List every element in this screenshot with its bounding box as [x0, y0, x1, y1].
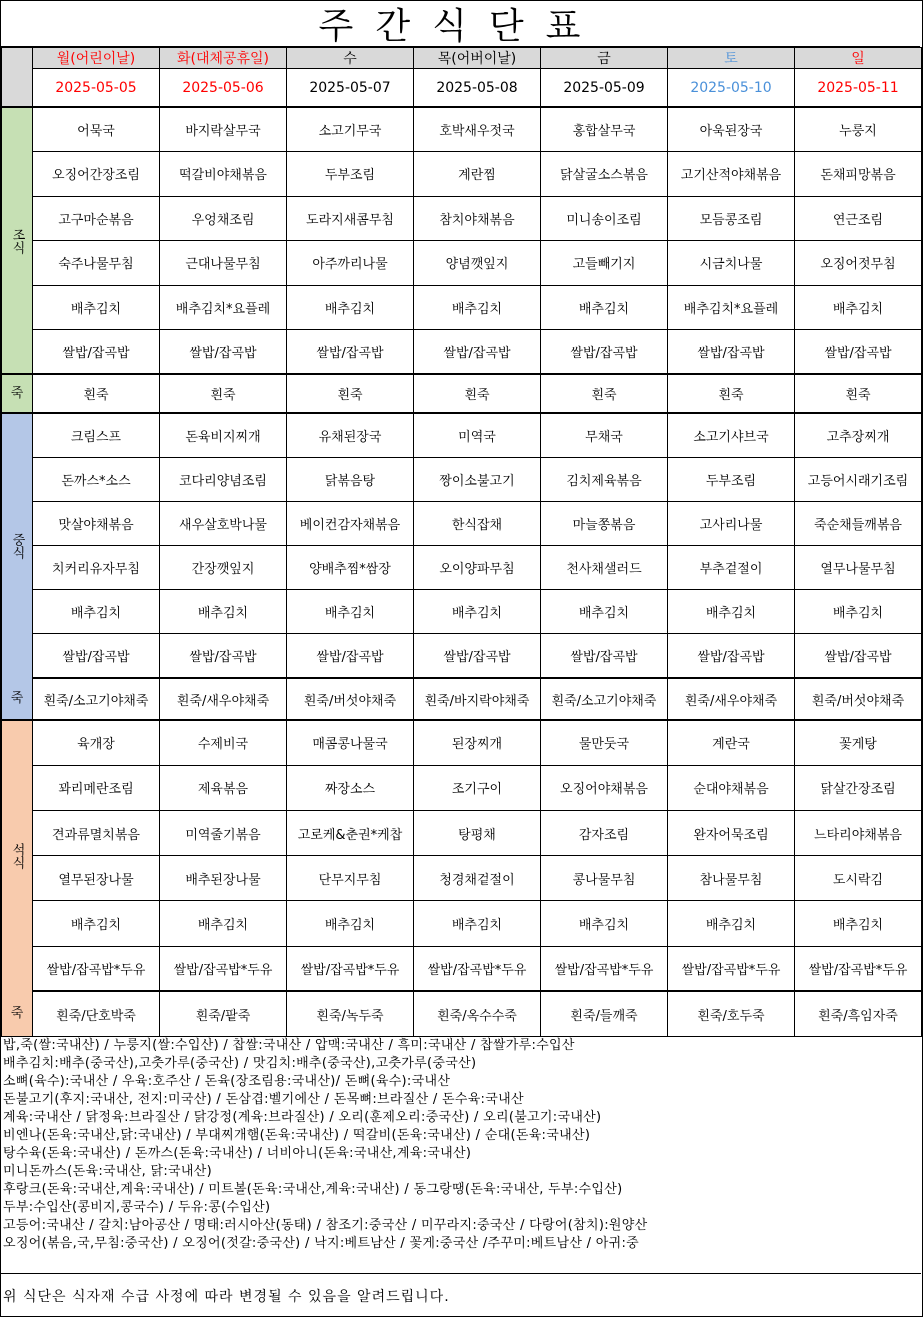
- menu-item: 배추김치: [795, 285, 922, 330]
- menu-item: 고구마순볶음: [33, 196, 160, 241]
- porridge-item: 흰죽/버섯야채죽: [795, 678, 922, 720]
- menu-item: 어묵국: [33, 107, 160, 152]
- menu-item: 탕평채: [414, 811, 541, 856]
- lunch-label: 중식: [2, 413, 33, 678]
- menu-row: [2, 634, 922, 678]
- menu-item: 쌀밥/잡곡밥: [414, 634, 541, 678]
- menu-item: 물만둣국: [541, 720, 668, 765]
- menu-item: 청경채겉절이: [414, 856, 541, 901]
- porridge-item: 흰죽/옥수수죽: [414, 991, 541, 1036]
- menu-item: 고들빼기지: [541, 241, 668, 286]
- menu-item: 미니송이조림: [541, 196, 668, 241]
- menu-row: [2, 152, 922, 197]
- menu-item: 오징어야채볶음: [541, 765, 668, 810]
- menu-item: 배추김치: [160, 590, 287, 634]
- menu-item: 천사채샐러드: [541, 546, 668, 590]
- menu-item: 미역줄기볶음: [160, 811, 287, 856]
- day-name: 토: [668, 48, 795, 69]
- dinner-porridge-label: 죽: [2, 991, 33, 1036]
- menu-item: 배추김치: [795, 590, 922, 634]
- menu-item: 한식잡채: [414, 501, 541, 545]
- menu-item: 계란찜: [414, 152, 541, 197]
- menu-row: [2, 413, 922, 457]
- menu-item: 단무지무침: [287, 856, 414, 901]
- menu-item: 미역국: [414, 413, 541, 457]
- menu-item: 유채된장국: [287, 413, 414, 457]
- menu-item: 수제비국: [160, 720, 287, 765]
- menu-row: [2, 107, 922, 152]
- menu-item: 쌀밥/잡곡밥*두유: [795, 946, 922, 991]
- day-name: 일: [795, 48, 922, 69]
- origin-notes: [3, 1037, 919, 1253]
- menu-item: 배추김치: [287, 285, 414, 330]
- porridge-item: 흰죽/버섯야채죽: [287, 678, 414, 720]
- porridge-item: 흰죽/새우야채죽: [668, 678, 795, 720]
- day-date: 2025-05-07: [287, 69, 414, 108]
- menu-item: 고사리나물: [668, 501, 795, 545]
- menu-item: 배추김치: [33, 285, 160, 330]
- menu-item: 꽈리메란조림: [33, 765, 160, 810]
- menu-item: 짜장소스: [287, 765, 414, 810]
- menu-item: 바지락살무국: [160, 107, 287, 152]
- porridge-item: 흰죽: [287, 374, 414, 413]
- porridge-item: 흰죽/단호박죽: [33, 991, 160, 1036]
- porridge-item: 흰죽: [33, 374, 160, 413]
- menu-item: 아주까리나물: [287, 241, 414, 286]
- menu-item: 닭살간장조림: [795, 765, 922, 810]
- menu-item: 누룽지: [795, 107, 922, 152]
- menu-item: 새우살호박나물: [160, 501, 287, 545]
- porridge-item: 흰죽: [414, 374, 541, 413]
- menu-item: 숙주나물무침: [33, 241, 160, 286]
- menu-row: [2, 811, 922, 856]
- menu-item: 쌀밥/잡곡밥: [795, 330, 922, 375]
- menu-item: 모듬콩조림: [668, 196, 795, 241]
- menu-item: 배추김치: [160, 901, 287, 946]
- menu-item: 느타리야채볶음: [795, 811, 922, 856]
- menu-row: [2, 501, 922, 545]
- menu-item: 코다리양념조림: [160, 457, 287, 501]
- porridge-item: 흰죽/호두죽: [668, 991, 795, 1036]
- menu-item: 김치제육볶음: [541, 457, 668, 501]
- menu-item: 홍합살무국: [541, 107, 668, 152]
- menu-item: 쌀밥/잡곡밥: [33, 634, 160, 678]
- menu-item: 배추김치: [414, 590, 541, 634]
- menu-item: 참치야채볶음: [414, 196, 541, 241]
- menu-item: 닭볶음탕: [287, 457, 414, 501]
- menu-item: 맛살야채볶음: [33, 501, 160, 545]
- menu-item: 양배추찜*쌈장: [287, 546, 414, 590]
- menu-item: 닭살굴소스볶음: [541, 152, 668, 197]
- menu-item: 소고기무국: [287, 107, 414, 152]
- menu-item: 쌀밥/잡곡밥: [668, 330, 795, 375]
- porridge-item: 흰죽: [541, 374, 668, 413]
- menu-item: 고추장찌개: [795, 413, 922, 457]
- menu-item: 배추김치: [795, 901, 922, 946]
- porridge-item: 흰죽/새우야채죽: [160, 678, 287, 720]
- porridge-item: 흰죽: [668, 374, 795, 413]
- menu-item: 쌀밥/잡곡밥*두유: [541, 946, 668, 991]
- menu-item: 도라지새콤무침: [287, 196, 414, 241]
- porridge-item: 흰죽/녹두죽: [287, 991, 414, 1036]
- menu-item: 쌀밥/잡곡밥*두유: [668, 946, 795, 991]
- menu-item: 쌀밥/잡곡밥: [541, 330, 668, 375]
- menu-item: 육개장: [33, 720, 160, 765]
- menu-item: 죽순채들깨볶음: [795, 501, 922, 545]
- breakfast-label: 조식: [2, 107, 33, 374]
- porridge-item: 흰죽/소고기야채죽: [33, 678, 160, 720]
- porridge-row: [2, 678, 922, 720]
- origin-note-line: 밥,죽(쌀:국내산) / 누룽지(쌀:수입산) / 찹쌀:국내산 / 압맥:국내산 / 흑미:국내산 / 찹쌀가루:수입산: [3, 1038, 575, 1053]
- menu-item: 감자조림: [541, 811, 668, 856]
- origin-note-line: 비엔나(돈육:국내산,닭:국내산) / 부대찌개햄(돈육:국내산) / 떡갈비(돈육:국내산) / 순대(돈육:국내산): [3, 1128, 591, 1143]
- menu-row: [2, 196, 922, 241]
- menu-item: 쌀밥/잡곡밥: [287, 330, 414, 375]
- menu-item: 근대나물무침: [160, 241, 287, 286]
- menu-item: 배추김치: [541, 285, 668, 330]
- menu-item: 우엉채조림: [160, 196, 287, 241]
- menu-item: 오징어간장조림: [33, 152, 160, 197]
- menu-row: [2, 946, 922, 991]
- day-date: 2025-05-05: [33, 69, 160, 108]
- menu-item: 호박새우젓국: [414, 107, 541, 152]
- origin-note-line: 후랑크(돈육:국내산,계육:국내산) / 미트볼(돈육:국내산,계육:국내산) / 동그랑땡(돈육:국내산, 두부:수입산): [3, 1182, 623, 1197]
- menu-row: [2, 546, 922, 590]
- menu-item: 완자어묵조림: [668, 811, 795, 856]
- menu-item: 배추김치*요플레: [668, 285, 795, 330]
- menu-item: 소고기샤브국: [668, 413, 795, 457]
- menu-item: 고기산적야채볶음: [668, 152, 795, 197]
- origin-note-line: 배추김치:배추(중국산),고춧가루(중국산) / 맛김치:배추(중국산),고춧가루(중국산): [3, 1056, 477, 1071]
- porridge-row: [2, 374, 922, 413]
- menu-item: 쌀밥/잡곡밥*두유: [160, 946, 287, 991]
- menu-item: 조기구이: [414, 765, 541, 810]
- menu-item: 배추김치: [414, 901, 541, 946]
- menu-row: [2, 856, 922, 901]
- menu-row: [2, 720, 922, 765]
- menu-item: 배추김치: [414, 285, 541, 330]
- menu-item: 두부조림: [287, 152, 414, 197]
- menu-item: 배추김치: [541, 590, 668, 634]
- day-name: 수: [287, 48, 414, 69]
- day-date: 2025-05-09: [541, 69, 668, 108]
- menu-item: 오징어젓무침: [795, 241, 922, 286]
- menu-row: [2, 330, 922, 375]
- day-name: 화(대체공휴일): [160, 48, 287, 69]
- menu-item: 쌀밥/잡곡밥*두유: [33, 946, 160, 991]
- menu-item: 쌀밥/잡곡밥: [160, 330, 287, 375]
- porridge-item: 흰죽/흑임자죽: [795, 991, 922, 1036]
- menu-item: 두부조림: [668, 457, 795, 501]
- menu-row: [2, 590, 922, 634]
- menu-item: 시금치나물: [668, 241, 795, 286]
- menu-item: 베이컨감자채볶음: [287, 501, 414, 545]
- origin-note-line: 미니돈까스(돈육:국내산, 닭:국내산): [3, 1164, 212, 1179]
- menu-item: 배추김치: [287, 901, 414, 946]
- menu-item: 쌀밥/잡곡밥: [33, 330, 160, 375]
- porridge-item: 흰죽: [160, 374, 287, 413]
- menu-item: 무채국: [541, 413, 668, 457]
- origin-note-line: 오징어(볶음,국,무침:중국산) / 오징어(젓갈:중국산) / 낙지:베트남산 / 꽃게:중국산 /주꾸미:베트남산 / 아귀:중: [3, 1236, 640, 1251]
- menu-item: 참나물무침: [668, 856, 795, 901]
- menu-item: 배추김치*요플레: [160, 285, 287, 330]
- menu-item: 견과류멸치볶음: [33, 811, 160, 856]
- menu-item: 쌀밥/잡곡밥: [414, 330, 541, 375]
- porridge-item: 흰죽: [795, 374, 922, 413]
- menu-item: 쌀밥/잡곡밥*두유: [414, 946, 541, 991]
- day-date: 2025-05-06: [160, 69, 287, 108]
- menu-item: 부추겉절이: [668, 546, 795, 590]
- day-date: 2025-05-08: [414, 69, 541, 108]
- menu-item: 배추김치: [668, 590, 795, 634]
- porridge-item: 흰죽/소고기야채죽: [541, 678, 668, 720]
- menu-item: 열무된장나물: [33, 856, 160, 901]
- menu-item: 꽃게탕: [795, 720, 922, 765]
- origin-note-line: 고등어:국내산 / 갈치:남아공산 / 명태:러시아산(동태) / 참조기:중국산 / 미꾸라지:중국산 / 다랑어(참치):원양산: [3, 1218, 648, 1233]
- menu-item: 마늘쫑볶음: [541, 501, 668, 545]
- menu-item: 배추된장나물: [160, 856, 287, 901]
- menu-item: 연근조림: [795, 196, 922, 241]
- menu-item: 쌀밥/잡곡밥: [541, 634, 668, 678]
- menu-item: 배추김치: [668, 901, 795, 946]
- menu-item: 쌀밥/잡곡밥: [160, 634, 287, 678]
- origin-note-line: 두부:수입산(콩비지,콩국수) / 두유:콩(수입산): [3, 1200, 271, 1215]
- menu-item: 크림스프: [33, 413, 160, 457]
- dinner-label: 석식: [2, 720, 33, 991]
- porridge-item: 흰죽/팥죽: [160, 991, 287, 1036]
- menu-item: 배추김치: [287, 590, 414, 634]
- menu-row: [2, 901, 922, 946]
- day-name: 금: [541, 48, 668, 69]
- menu-item: 돈육비지찌개: [160, 413, 287, 457]
- porridge-row: [2, 991, 922, 1036]
- weekly-menu-table: [1, 47, 922, 1037]
- day-date: 2025-05-10: [668, 69, 795, 108]
- menu-item: 간장깻잎지: [160, 546, 287, 590]
- menu-item: 고로케&춘권*케찹: [287, 811, 414, 856]
- menu-item: 매콤콩나물국: [287, 720, 414, 765]
- menu-item: 치커리유자무침: [33, 546, 160, 590]
- breakfast-porridge-label: 죽: [2, 374, 33, 413]
- menu-item: 양념깻잎지: [414, 241, 541, 286]
- menu-item: 돈까스*소스: [33, 457, 160, 501]
- origin-note-line: 소뼈(육수):국내산 / 우육:호주산 / 돈육(장조림용:국내산)/ 돈뼈(육수):국내산: [3, 1074, 451, 1089]
- porridge-item: 흰죽/들깨죽: [541, 991, 668, 1036]
- menu-item: 순대야채볶음: [668, 765, 795, 810]
- menu-item: 쌀밥/잡곡밥: [668, 634, 795, 678]
- menu-item: 배추김치: [33, 901, 160, 946]
- lunch-porridge-label: 죽: [2, 678, 33, 720]
- menu-item: 도시락김: [795, 856, 922, 901]
- menu-row: [2, 241, 922, 286]
- menu-row: [2, 765, 922, 810]
- menu-row: [2, 285, 922, 330]
- menu-item: 쌀밥/잡곡밥: [795, 634, 922, 678]
- menu-item: 오이양파무침: [414, 546, 541, 590]
- day-name: 월(어린이날): [33, 48, 160, 69]
- menu-item: 배추김치: [33, 590, 160, 634]
- origin-note-line: 돈불고기(후지:국내산, 전지:미국산) / 돈삼겹:벨기에산 / 돈목뼈:브라질산 / 돈수육:국내산: [3, 1092, 524, 1107]
- menu-item: 쌀밥/잡곡밥: [287, 634, 414, 678]
- menu-item: 고등어시래기조림: [795, 457, 922, 501]
- origin-note-line: 탕수육(돈육:국내산) / 돈까스(돈육:국내산) / 너비아니(돈육:국내산,계육:국내산): [3, 1146, 472, 1161]
- menu-item: 쌀밥/잡곡밥*두유: [287, 946, 414, 991]
- day-date: 2025-05-11: [795, 69, 922, 108]
- menu-item: 계란국: [668, 720, 795, 765]
- menu-item: 돈채피망볶음: [795, 152, 922, 197]
- menu-item: 짱이소불고기: [414, 457, 541, 501]
- disclaimer: 위 식단은 식자재 수급 사정에 따라 변경될 수 있음을 알려드립니다.: [3, 1289, 450, 1305]
- menu-item: 된장찌개: [414, 720, 541, 765]
- menu-item: 배추김치: [541, 901, 668, 946]
- porridge-item: 흰죽/바지락야채죽: [414, 678, 541, 720]
- menu-item: 열무나물무침: [795, 546, 922, 590]
- page-title: 주간식단표: [1, 1, 920, 47]
- origin-note-line: 계육:국내산 / 닭정육:브라질산 / 닭강정(계육:브라질산) / 오리(훈제오리:중국산) / 오리(불고기:국내산): [3, 1110, 602, 1125]
- day-name: 목(어버이날): [414, 48, 541, 69]
- menu-item: 아욱된장국: [668, 107, 795, 152]
- menu-row: [2, 457, 922, 501]
- menu-item: 콩나물무침: [541, 856, 668, 901]
- menu-item: 떡갈비야채볶음: [160, 152, 287, 197]
- header-corner: [2, 48, 33, 108]
- menu-item: 제육볶음: [160, 765, 287, 810]
